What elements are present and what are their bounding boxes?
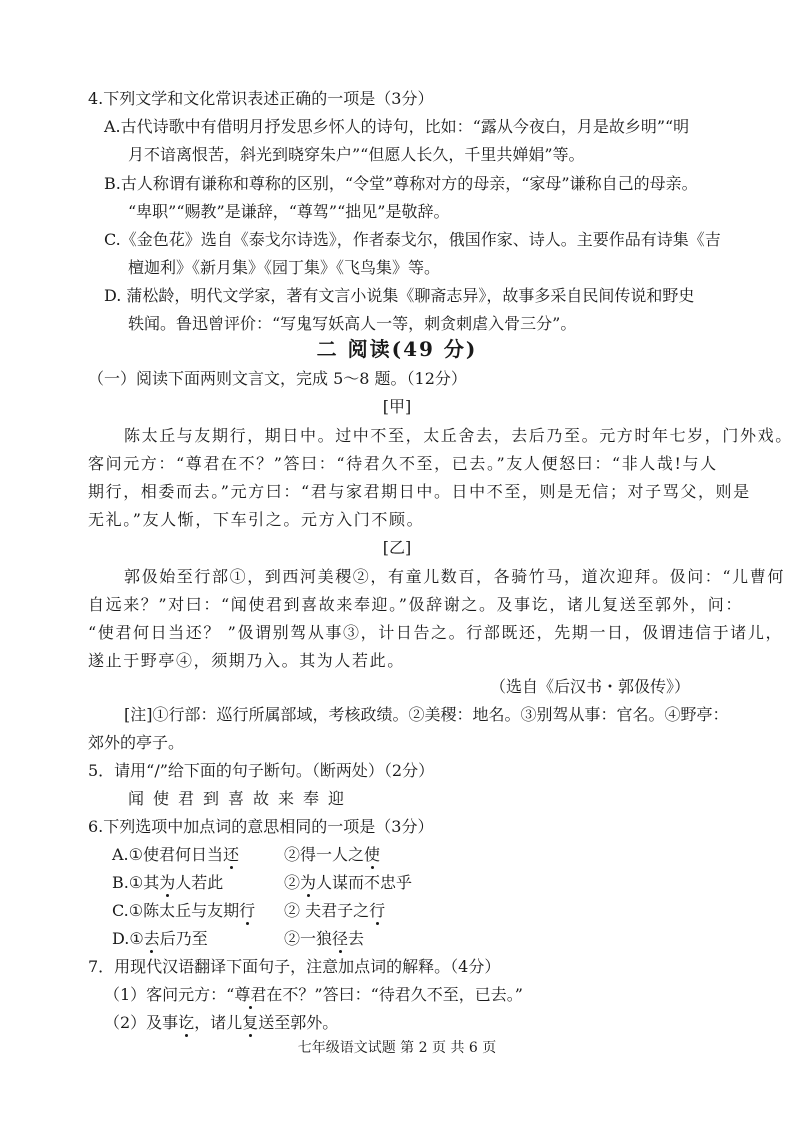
dotted-word: 复	[242, 1013, 259, 1032]
q6-option-a-item2	[284, 844, 380, 866]
text: ②	[284, 873, 301, 892]
q5-stem: 5．请用“/”给下面的句子断句。（断两处）（2分）	[88, 761, 435, 780]
dotted-word: 为	[159, 873, 176, 892]
passage-jia-label: [甲]	[382, 397, 412, 416]
dotted-word: 尊君	[234, 985, 267, 1004]
q6-stem: 6.下列选项中加点词的意思相同的一项是（3分）	[88, 817, 434, 836]
text: （2）及事	[104, 1013, 179, 1032]
text: D.①	[112, 929, 144, 948]
text: C.①陈太丘与友期	[112, 901, 240, 920]
text: 去	[348, 929, 365, 948]
text: A.①使君何日当	[112, 845, 223, 864]
q7-sentence-1	[104, 984, 523, 1006]
q6-option-c-item1	[112, 900, 255, 922]
passage-yi-source: （选自《后汉书・郭伋传》）	[490, 677, 691, 696]
dotted-word: 行	[369, 901, 386, 920]
q4-option-a-line2: 月不谙离恨苦，斜光到晓穿朱户”“但愿人长久，千里共婵娟”等。	[128, 145, 585, 164]
text: 在不？”答曰：“待君久不至，已去。”	[266, 985, 523, 1004]
dotted-word: 径	[332, 929, 349, 948]
passage-yi-line1: 郭伋始至行部①，到西河美稷②，有童儿数百，各骑竹马，道次迎拜。伋问：“儿曹何	[124, 567, 785, 586]
text: ，诸儿	[194, 1013, 243, 1032]
passage-jia-line2: 客问元方：“尊君在不？”答曰：“待君久不至，已去。”友人便怒曰：“非人哉!与人	[88, 454, 718, 473]
annotation-line2: 郊外的亭子。	[88, 733, 185, 752]
q5-sentence: 闻使君到喜故来奉迎	[128, 789, 354, 808]
q4-option-a-line1: A.古代诗歌中有借明月抒发思乡怀人的诗句，比如：“露从今夜白，月是故乡明”“明	[104, 117, 690, 136]
q4-option-d-line2: 轶闻。鲁迅曾评价：“写鬼写妖高人一等，刺贪刺虐入骨三分”。	[128, 314, 577, 333]
text: （1）客问元方：“	[104, 985, 235, 1004]
q4-option-c-line2: 檀迦利》《新月集》《园丁集》《飞鸟集》等。	[128, 258, 441, 277]
passage-yi-line4: 遂止于野亭④，须期乃入。其为人若此。	[88, 651, 405, 670]
q4-option-c-line1: C.《金色花》选自《泰戈尔诗选》，作者泰戈尔，俄国作家、诗人。主要作品有诗集《吉	[104, 230, 721, 249]
text: ② 夫君子之	[284, 901, 370, 920]
q6-option-b-item2	[284, 872, 412, 894]
passage-yi-line3: “使君何日当还？ ”伋谓别驾从事③，计日告之。行部既还，先期一日，伋谓违信于诸儿，	[88, 623, 784, 642]
text: 人谋而不忠乎	[316, 873, 413, 892]
text: 人若此	[175, 873, 224, 892]
dotted-word: 还	[223, 845, 240, 864]
passage-jia-line4: 无礼。”友人惭，下车引之。元方入门不顾。	[88, 510, 425, 529]
q6-option-c-item2	[284, 900, 385, 922]
q7-sentence-2	[104, 1012, 338, 1034]
text: ②得一人之	[284, 845, 365, 864]
q6-option-d-item1	[112, 928, 208, 950]
section-title: 二 阅读(49 分)	[316, 337, 478, 361]
q7-stem: 7．用现代汉语翻译下面句子，注意加点词的解释。（4分）	[88, 957, 501, 976]
dotted-word: 去	[143, 929, 160, 948]
q4-option-b-line2: “卑职”“赐教”是谦辞，“尊驾”“拙见”是敬辞。	[128, 202, 450, 221]
part1-intro: （一）阅读下面两则文言文，完成 5～8 题。（12分）	[88, 369, 467, 388]
passage-jia-line1: 陈太丘与友期行，期日中。过中不至，太丘舍去，去后乃至。元方时年七岁，门外戏。	[124, 426, 793, 445]
q4-stem: 4.下列文学和文化常识表述正确的一项是（3分）	[88, 89, 434, 108]
dotted-word: 使	[364, 845, 381, 864]
dotted-word: 讫	[178, 1013, 195, 1032]
passage-yi-label: [乙]	[382, 538, 412, 557]
q6-option-a-item1	[112, 844, 239, 866]
q4-option-d-line1: D. 蒲松龄，明代文学家，著有文言小说集《聊斋志异》，故事多采自民间传说和野史	[104, 286, 695, 305]
text: ②一狼	[284, 929, 333, 948]
q4-option-b-line1: B.古人称谓有谦称和尊称的区别，“令堂”尊称对方的母亲，“家母”谦称自己的母亲。	[104, 174, 698, 193]
text: 后乃至	[159, 929, 208, 948]
passage-yi-line2: 自远来？”对曰：“闻使君到喜故来奉迎。”伋辞谢之。及事讫，诸儿复送至郭外，问：	[88, 595, 743, 614]
q6-option-d-item2	[284, 928, 364, 950]
text: 送至郭外。	[258, 1013, 339, 1032]
dotted-word: 行	[239, 901, 256, 920]
page-footer: 七年级语文试题 第 2 页 共 6 页	[297, 1040, 497, 1056]
q6-option-b-item1	[112, 872, 223, 894]
dotted-word: 为	[300, 873, 317, 892]
passage-jia-line3: 期行，相委而去。”元方曰：“君与家君期日中。日中不至，则是无信；对子骂父，则是	[88, 482, 751, 501]
text: B.①其	[112, 873, 160, 892]
annotation-line1: [注]①行部：巡行所属部域，考核政绩。②美稷：地名。③别驾从事：官名。④野亭：	[124, 705, 729, 724]
